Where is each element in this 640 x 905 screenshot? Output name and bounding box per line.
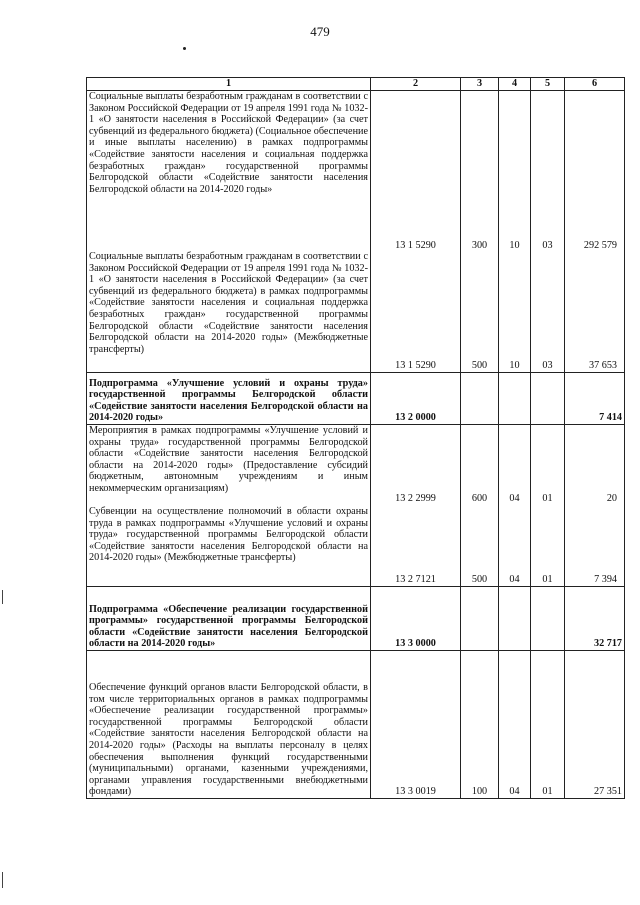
target-code: 13 1 5290 [395, 240, 436, 251]
section-code: 10 [509, 360, 520, 372]
expense-type-cell [461, 425, 499, 587]
expense-type: 500 [471, 574, 488, 586]
row-description: Обеспечение функций органов власти Белгородской области, в том числе территориальных органов в рамках подпрограммы «Обеспечение реализации государственной программы» государственной программы Белгородской области «Содействие занятости населения Белгородской области на 2014-2020 годы» (Расходы на выплаты персоналу в целях обеспечения выполнения функций государственными (муниципальными) органами, казенными учреждениями, органами управления государственными внебюджетными фондами) [89, 682, 368, 798]
expense-type-cell [461, 91, 499, 373]
amount: 32 717 [565, 587, 625, 651]
section-code: 04 [509, 493, 520, 504]
scan-mark-left-1 [2, 590, 3, 604]
amount: 292 579 [583, 240, 617, 251]
expense-type: 300 [471, 240, 488, 251]
target-code: 13 3 0019 [371, 651, 461, 799]
expense-type: 600 [471, 493, 488, 504]
row-description: Подпрограмма «Улучшение условий и охраны труда» государственной программы Белгородской области «Содействие занятости населения Белгородской области на 2014-2020 годы» [89, 377, 368, 424]
header-col-4: 4 [499, 78, 531, 91]
table-row [87, 425, 625, 587]
row-description: Социальные выплаты безработным гражданам в соответствии с Законом Российской Федерации от 19 апреля 1991 года № 1032-1 «О занятости населения в Российской Федерации» (за счет субвенций из федерального бюджета) (Социальное обеспечение и иные выплаты населению) в рамках подпрограммы «Содействие занятости населения и социальная поддержка безработных граждан» государственной программы Белгородской области «Содействие занятости населения Белгородской области на 2014-2020 годы» [89, 91, 368, 195]
table-row [87, 651, 625, 799]
target-code: 13 1 5290 [395, 360, 436, 372]
subsection-code: 03 [542, 240, 553, 251]
amount: 37 653 [588, 360, 617, 372]
expense-type [461, 373, 499, 425]
header-col-6: 6 [565, 78, 625, 91]
subsection-cell [531, 91, 565, 373]
subsection-code: 01 [542, 493, 553, 504]
description-cell [87, 425, 371, 587]
table-row [87, 587, 625, 651]
expense-type [461, 587, 499, 651]
amount: 20 [606, 493, 617, 504]
section-cell [499, 91, 531, 373]
code-cell [371, 425, 461, 587]
amount-cell [565, 425, 625, 587]
subsection-code: 01 [542, 574, 553, 586]
table-row [87, 373, 625, 425]
amount: 7 414 [565, 373, 625, 425]
row-description: Мероприятия в рамках подпрограммы «Улучшение условий и охраны труда» государственной программы Белгородской области «Содействие занятости населения Белгородской области на 2014-2020 годы» (Предоставление субсидий бюджетным, автономным учреждениям и иным некоммерческим организациям) [89, 425, 368, 494]
expense-type: 500 [471, 360, 488, 372]
section-code: 04 [509, 574, 520, 586]
scan-speck [183, 47, 186, 50]
target-code: 13 2 0000 [371, 373, 461, 425]
section-cell [499, 425, 531, 587]
header-col-1: 1 [87, 78, 371, 91]
amount: 27 351 [565, 651, 625, 799]
subsection-code: 03 [542, 360, 553, 372]
target-code: 13 2 7121 [395, 574, 436, 586]
code-cell [371, 91, 461, 373]
expense-type: 100 [461, 651, 499, 799]
subsection-code: 01 [531, 651, 565, 799]
section-code: 10 [509, 240, 520, 251]
target-code: 13 2 2999 [395, 493, 436, 504]
section-code: 04 [499, 651, 531, 799]
table-row [87, 91, 625, 373]
row-description: Социальные выплаты безработным гражданам в соответствии с Законом Российской Федерации от 19 апреля 1991 года № 1032-1 «О занятости населения в Российской Федерации» (за счет субвенций из федерального бюджета) в рамках подпрограммы «Содействие занятости населения и социальная поддержка безработных граждан» государственной программы Белгородской области «Содействие занятости населения Белгородской области на 2014-2020 годы» (Межбюджетные трансферты) [89, 251, 368, 355]
budget-table [86, 77, 625, 799]
description-cell [87, 373, 371, 425]
description-cell [87, 587, 371, 651]
description-cell [87, 651, 371, 799]
subsection-cell [531, 425, 565, 587]
header-col-3: 3 [461, 78, 499, 91]
amount: 7 394 [594, 574, 617, 586]
amount-cell [565, 91, 625, 373]
table-header-row [87, 78, 625, 91]
subsection-code [531, 587, 565, 651]
page-number: 479 [310, 24, 330, 39]
section-code [499, 373, 531, 425]
row-description: Субвенции на осуществление полномочий в области охраны труда в рамках подпрограммы «Улучшение условий и охраны труда» государственной программы Белгородской области «Содействие занятости населения Белгородской области на 2014-2020 годы» (Межбюджетные трансферты) [89, 506, 368, 564]
section-code [499, 587, 531, 651]
header-col-5: 5 [531, 78, 565, 91]
header-col-2: 2 [371, 78, 461, 91]
row-description: Подпрограмма «Обеспечение реализации государственной программы» государственной программы Белгородской области «Содействие занятости населения Белгородской области на 2014-2020 годы» [89, 603, 368, 650]
target-code: 13 3 0000 [371, 587, 461, 651]
subsection-code [531, 373, 565, 425]
description-cell [87, 91, 371, 373]
scan-mark-left-2 [2, 872, 3, 888]
